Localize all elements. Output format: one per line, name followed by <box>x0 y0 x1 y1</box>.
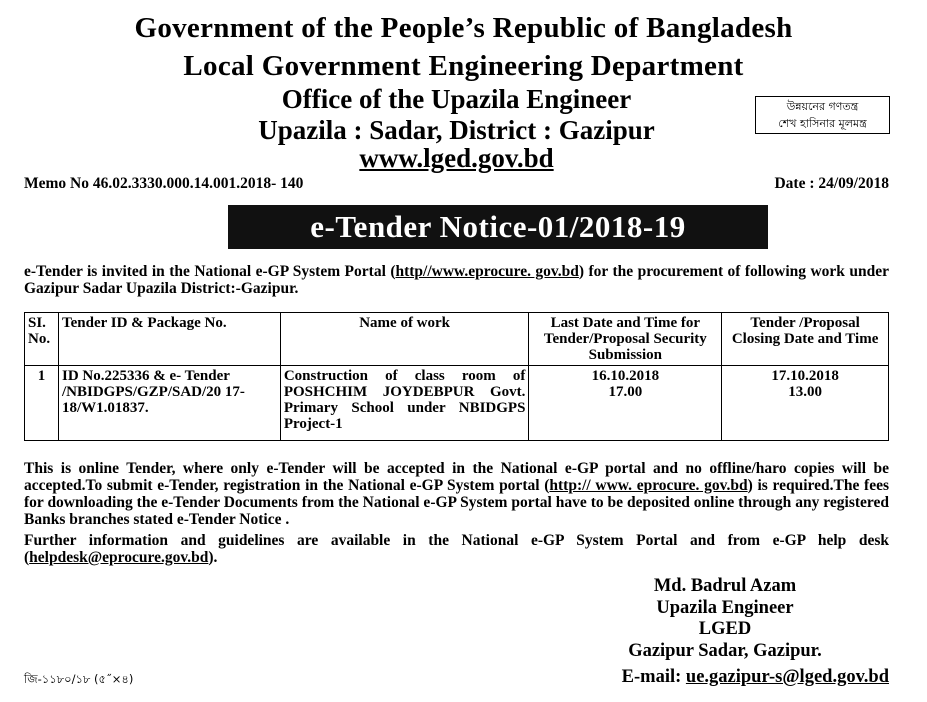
signatory-location: Gazipur Sadar, Gazipur. <box>628 640 822 661</box>
cell-sl: 1 <box>25 366 59 441</box>
header-closing: Tender /Proposal Closing Date and Time <box>722 313 889 366</box>
signatory-email-line <box>622 667 889 689</box>
last-date-value: 16.10.2018 <box>591 368 660 384</box>
last-time-value: 17.00 <box>608 384 643 400</box>
header-tender-id: Tender ID & Package No. <box>58 313 280 366</box>
body-p1-before: This is online Tender, where only e-Tender will be accepted in the National e-GP portal and no offline/haro copies will be accepted.To submit e-Tender, registration in the National e-GP System portal ( <box>24 460 889 494</box>
slogan-box <box>755 96 890 134</box>
table-row <box>25 366 889 441</box>
portal-link[interactable]: http//www.eprocure. gov.bd <box>395 263 579 280</box>
body-p1-after: ) is required.The fees for downloading the e-Tender Documents from the National e-GP System portal have to be deposited online through any registered Banks branches stated e-Tender Notice . <box>24 477 889 528</box>
signature-block <box>560 576 890 662</box>
helpdesk-email-link[interactable]: helpdesk@eprocure.gov.bd <box>29 549 209 566</box>
cell-tender-id: ID No.225336 & e- Tender /NBIDGPS/GZP/SAD/20 17-18/W1.01837. <box>58 366 280 441</box>
header-last-date: Last Date and Time for Tender/Proposal Security Submission <box>529 313 722 366</box>
closing-time-value: 13.00 <box>788 384 822 400</box>
signatory-email-link[interactable]: ue.gazipur-s@lged.gov.bd <box>685 667 889 687</box>
header-work: Name of work <box>280 313 529 366</box>
header-upazila-line: Upazila : Sadar, District : Gazipur <box>258 115 655 145</box>
memo-number: Memo No 46.02.3330.000.14.001.2018- 140 <box>24 175 304 192</box>
signatory-title: Upazila Engineer <box>656 597 794 618</box>
header-govt-line: Government of the People’s Republic of Bangladesh <box>134 12 793 44</box>
body-p2-before: Further information and guidelines are available in the National e-GP System Portal and from e-GP help desk ( <box>24 532 889 566</box>
header-dept-line: Local Government Engineering Department <box>183 50 744 82</box>
cell-last-date <box>529 366 722 441</box>
signatory-name: Md. Badrul Azam <box>653 576 797 596</box>
body-paragraph-2 <box>24 532 889 566</box>
cell-work: Construction of class room of POSHCHIM JOYDEBPUR Govt. Primary School under NBIDGPS Project-1 <box>280 366 529 441</box>
notice-title-banner: e-Tender Notice-01/2018-19 <box>228 205 768 249</box>
memo-date: Date : 24/09/2018 <box>774 175 889 192</box>
body-paragraph-1 <box>24 460 889 528</box>
eprocure-link[interactable]: http:// www. eprocure. gov.bd <box>549 477 748 494</box>
header-office-line: Office of the Upazila Engineer <box>281 84 632 114</box>
email-label: E-mail: <box>621 667 686 687</box>
slogan-line-1: উন্নয়নের গণতন্ত্র <box>786 100 859 113</box>
footer-code: জি-১১৮০/১৮ (৫˝×৪) <box>24 672 134 686</box>
tender-table <box>24 312 889 441</box>
closing-date-value: 17.10.2018 <box>771 368 839 384</box>
intro-paragraph <box>24 263 889 297</box>
intro-text-before: e-Tender is invited in the National e-GP System Portal ( <box>24 263 396 280</box>
signatory-org: LGED <box>698 619 752 639</box>
intro-text-after: ) for the procurement of following work under Gazipur Sadar Upazila District:-Gazipur. <box>24 263 889 297</box>
cell-closing <box>722 366 889 441</box>
tender-table-wrapper <box>24 312 889 441</box>
table-header-row <box>25 313 889 366</box>
body-p2-after: ). <box>208 549 218 566</box>
slogan-line-2: শেখ হাসিনার মূলমন্ত্র <box>778 117 867 130</box>
header-sl: SI. No. <box>25 313 59 366</box>
website-link[interactable]: www.lged.gov.bd <box>359 143 554 173</box>
